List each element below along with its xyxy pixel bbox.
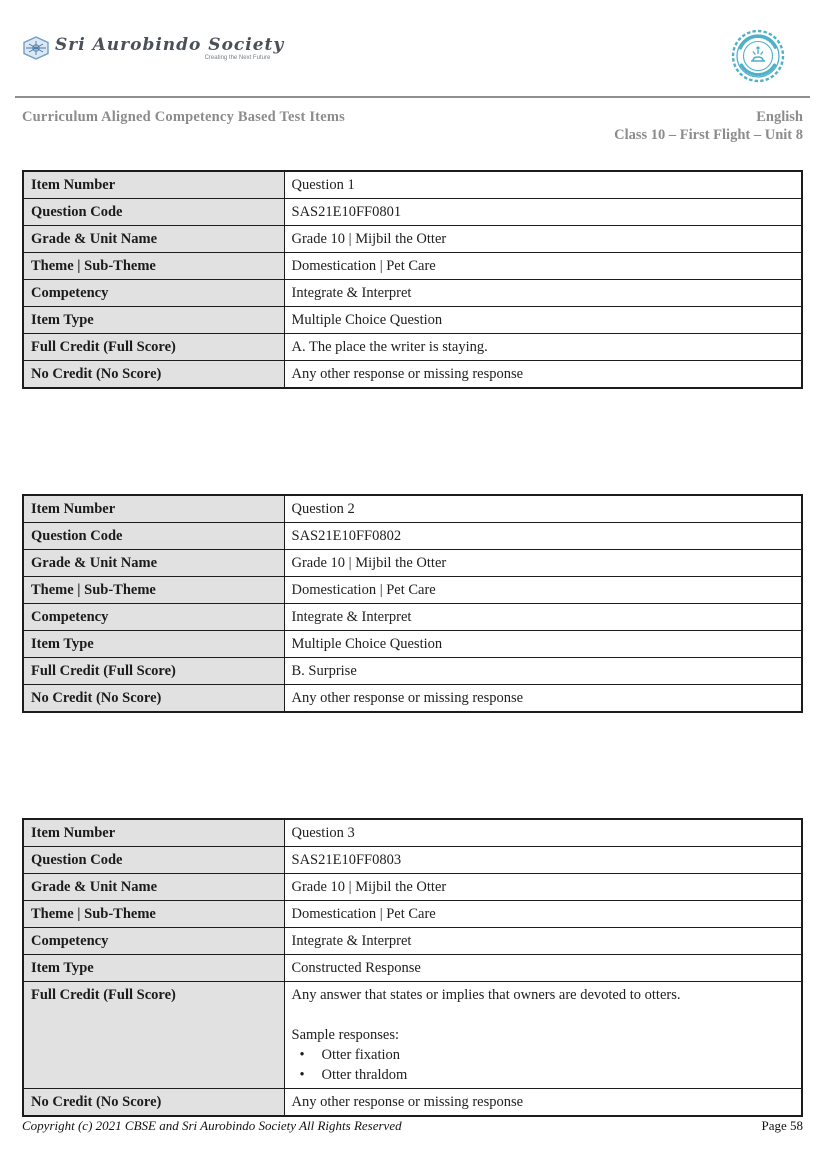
table-row: [23, 171, 802, 199]
row-value: SAS21E10FF0802: [284, 523, 802, 550]
table-row: [23, 604, 802, 631]
table-row: [23, 819, 802, 847]
logo-tagline: Creating the Next Future: [204, 55, 271, 61]
row-value: B. Surprise: [284, 658, 802, 685]
bullet-icon: •: [299, 1067, 305, 1083]
row-label: Full Credit (Full Score): [23, 658, 284, 685]
bullet-item: [292, 1065, 794, 1085]
table-row: [23, 847, 802, 874]
table-row: [23, 685, 802, 713]
row-value: Domestication | Pet Care: [284, 901, 802, 928]
row-label: Grade & Unit Name: [23, 226, 284, 253]
row-label: Grade & Unit Name: [23, 550, 284, 577]
logo-wordmark: Sri Aurobindo Society: [55, 35, 285, 55]
table-row: [23, 982, 802, 1089]
table-row: [23, 495, 802, 523]
logo-texts: [55, 36, 284, 61]
table-row: [23, 253, 802, 280]
row-label: No Credit (No Score): [23, 361, 284, 389]
row-label: Question Code: [23, 847, 284, 874]
table-row: [23, 631, 802, 658]
item-table-1: [22, 170, 803, 389]
bullet-item: [292, 1045, 794, 1065]
table-row: [23, 901, 802, 928]
row-label: Competency: [23, 604, 284, 631]
row-label: No Credit (No Score): [23, 1089, 284, 1117]
row-label: Full Credit (Full Score): [23, 334, 284, 361]
footer: [22, 1118, 803, 1134]
table-row: [23, 658, 802, 685]
table-row: [23, 874, 802, 901]
class-unit-label: Class 10 – First Flight – Unit 8: [614, 126, 803, 143]
row-label: Full Credit (Full Score): [23, 982, 284, 1089]
row-value: Domestication | Pet Care: [284, 577, 802, 604]
row-label: Grade & Unit Name: [23, 874, 284, 901]
row-value: Multiple Choice Question: [284, 631, 802, 658]
row-label: No Credit (No Score): [23, 685, 284, 713]
value-line: Any answer that states or implies that owners are devoted to otters.: [291, 987, 681, 1003]
value-line: Sample responses:: [291, 1027, 400, 1043]
copyright-text: Copyright (c) 2021 CBSE and Sri Aurobindo Society All Rights Reserved: [22, 1118, 402, 1133]
row-value: Domestication | Pet Care: [284, 253, 802, 280]
table-row: [23, 577, 802, 604]
row-label: Item Type: [23, 307, 284, 334]
row-label: Theme | Sub-Theme: [23, 253, 284, 280]
row-label: Item Type: [23, 631, 284, 658]
table-row: [23, 334, 802, 361]
row-value: Grade 10 | Mijbil the Otter: [284, 226, 802, 253]
row-value: Grade 10 | Mijbil the Otter: [284, 550, 802, 577]
row-value: Any other response or missing response: [284, 1089, 802, 1117]
table-row: [23, 1089, 802, 1117]
header-divider: [15, 96, 810, 98]
sri-aurobindo-logo: [22, 30, 284, 61]
row-value: Integrate & Interpret: [284, 280, 802, 307]
row-label: Question Code: [23, 199, 284, 226]
row-value: SAS21E10FF0801: [284, 199, 802, 226]
row-label: Question Code: [23, 523, 284, 550]
value-line: [292, 1005, 794, 1025]
row-label: Theme | Sub-Theme: [23, 577, 284, 604]
row-label: Competency: [23, 928, 284, 955]
table-row: [23, 199, 802, 226]
item-tables-container: [22, 170, 803, 1117]
row-value: Question 2: [284, 495, 802, 523]
row-value: A. The place the writer is staying.: [284, 334, 802, 361]
row-value: Multiple Choice Question: [284, 307, 802, 334]
cbse-logo-icon: [731, 28, 785, 84]
bullet-text: Otter thraldom: [321, 1067, 408, 1083]
row-label: Competency: [23, 280, 284, 307]
subject-label: English: [756, 109, 803, 125]
row-label: Item Number: [23, 171, 284, 199]
row-value: Integrate & Interpret: [284, 604, 802, 631]
table-row: [23, 928, 802, 955]
header: [22, 30, 803, 86]
row-label: Item Number: [23, 819, 284, 847]
table-row: [23, 361, 802, 389]
row-value: [284, 982, 802, 1089]
row-value: Question 1: [284, 171, 802, 199]
item-table-3: [22, 818, 803, 1117]
row-value: SAS21E10FF0803: [284, 847, 802, 874]
row-value: Any other response or missing response: [284, 361, 802, 389]
bullet-icon: •: [299, 1047, 305, 1063]
table-row: [23, 307, 802, 334]
page-number: Page 58: [761, 1118, 803, 1133]
bullet-text: Otter fixation: [321, 1047, 401, 1063]
row-value: Constructed Response: [284, 955, 802, 982]
row-value: Question 3: [284, 819, 802, 847]
table-row: [23, 550, 802, 577]
table-row: [23, 955, 802, 982]
subject-meta: [614, 109, 803, 144]
row-value: Grade 10 | Mijbil the Otter: [284, 874, 802, 901]
row-label: Item Number: [23, 495, 284, 523]
cbse-logo: [731, 28, 785, 89]
document-title: Curriculum Aligned Competency Based Test Items: [22, 109, 345, 125]
item-table-2: [22, 494, 803, 713]
table-row: [23, 280, 802, 307]
row-label: Theme | Sub-Theme: [23, 901, 284, 928]
sri-aurobindo-emblem-icon: [22, 36, 50, 60]
table-row: [23, 226, 802, 253]
row-label: Item Type: [23, 955, 284, 982]
row-value: Integrate & Interpret: [284, 928, 802, 955]
table-row: [23, 523, 802, 550]
title-row: [22, 109, 803, 144]
row-value: Any other response or missing response: [284, 685, 802, 713]
